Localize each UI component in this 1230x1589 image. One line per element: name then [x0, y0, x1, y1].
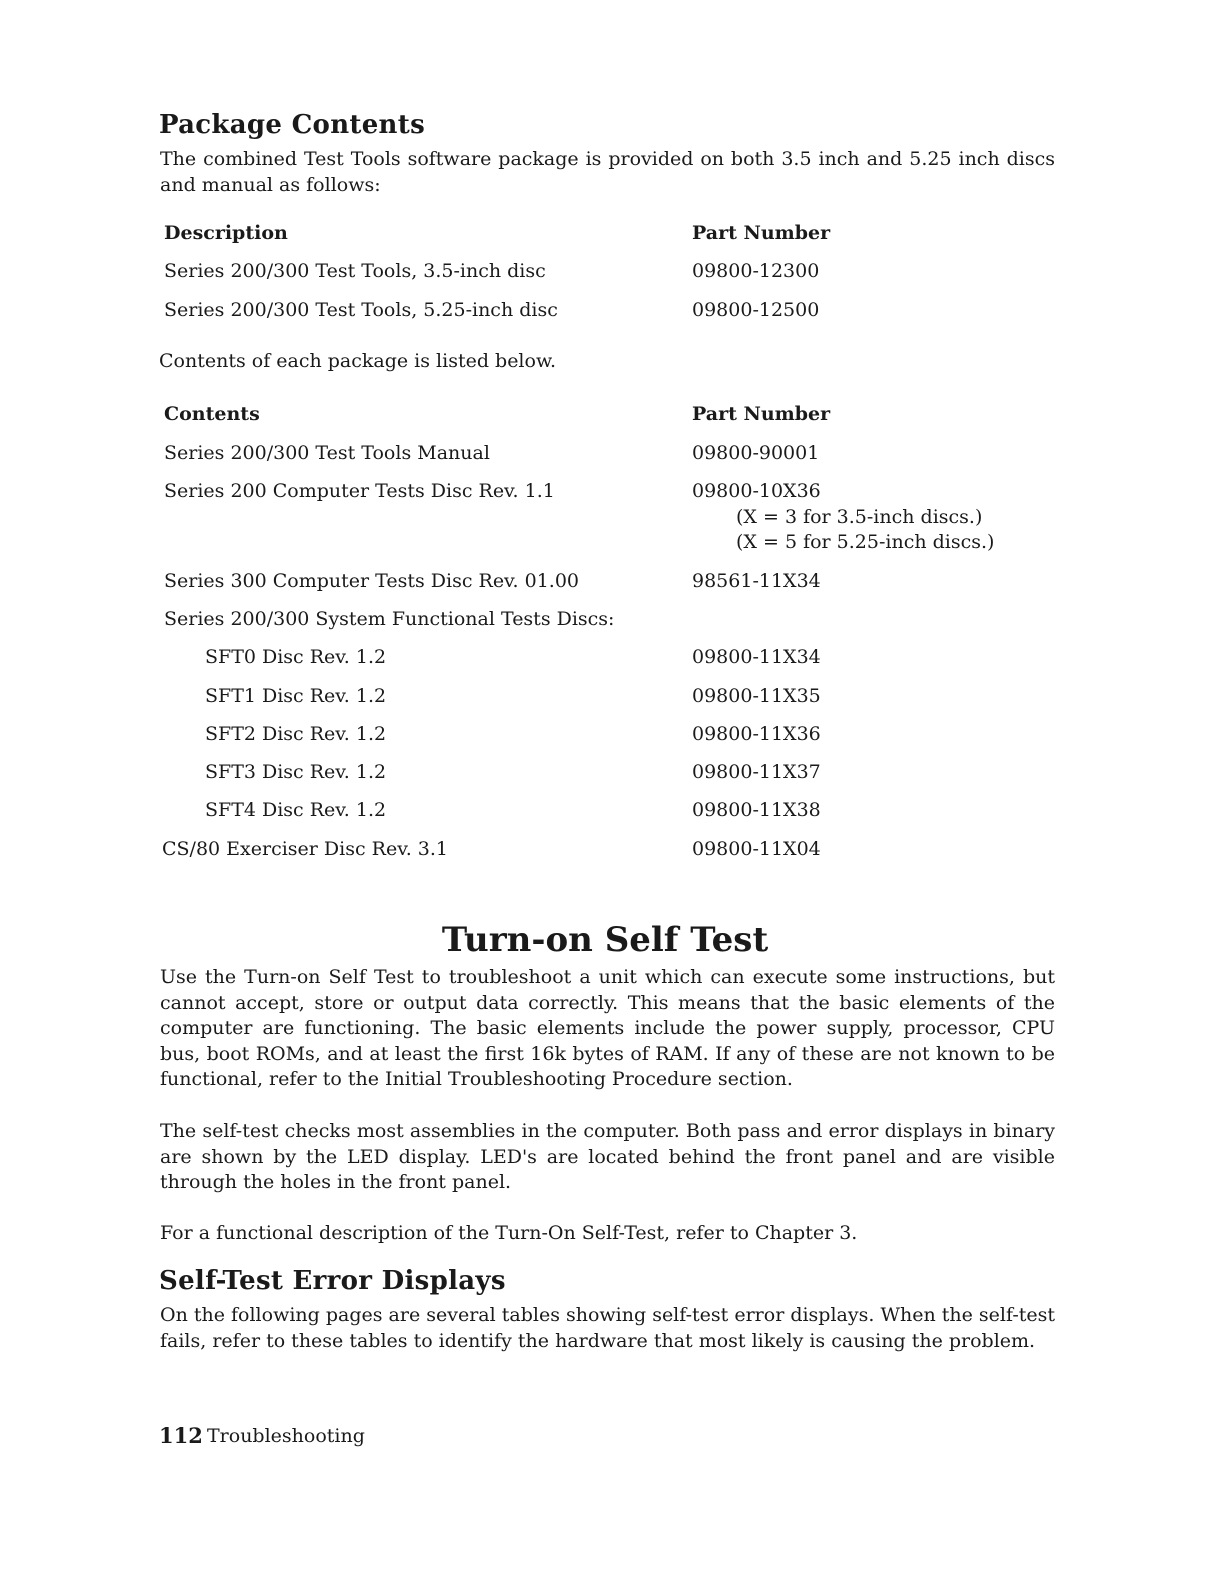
- package-contents-heading: Package Contents: [159, 110, 426, 140]
- table2-row-part: 98561-11X34: [692, 570, 821, 592]
- table2-row-part: 09800-11X35: [692, 685, 821, 707]
- table1-col-part-number: Part Number: [692, 222, 831, 244]
- table2-row-desc: SFT0 Disc Rev. 1.2: [205, 646, 387, 668]
- turn-on-self-test-heading: Turn-on Self Test: [441, 920, 769, 960]
- self-test-error-displays-heading: Self-Test Error Displays: [159, 1266, 506, 1296]
- table2-col-contents: Contents: [164, 403, 260, 425]
- table1-row-part: 09800-12300: [692, 260, 820, 282]
- table2-row-part: 09800-11X04: [692, 838, 821, 860]
- table2-row-desc: CS/80 Exerciser Disc Rev. 3.1: [162, 838, 448, 860]
- table2-row-part: 09800-11X34: [692, 646, 821, 668]
- table2-row-desc: Series 200/300 System Functional Tests Discs:: [164, 608, 615, 630]
- selftest-paragraph-1: Use the Turn-on Self Test to troubleshoot a unit which can execute some instructions, but cannot accept, store or output data correctly. This means that the basic elements of the computer are functioning. The basic elements include the power supply, processor, CPU bus, boot ROMs, and at least the first 16k bytes of RAM. If any of these are not known to be functional, refer to the Initial Troubleshooting Procedure section.: [160, 966, 1055, 1090]
- package-intro-paragraph: The combined Test Tools software package is provided on both 3.5 inch and 5.25 inch discs and manual as follows:: [160, 148, 1055, 196]
- table2-row-part: 09800-11X36: [692, 723, 821, 745]
- table2-row-part: 09800-90001: [692, 442, 820, 464]
- table2-row-desc: SFT4 Disc Rev. 1.2: [205, 799, 387, 821]
- error-displays-paragraph: On the following pages are several tables showing self-test error displays. When the self-test fails, refer to these tables to identify the hardware that most likely is causing the problem.: [160, 1304, 1055, 1352]
- table2-row-desc: SFT3 Disc Rev. 1.2: [205, 761, 387, 783]
- table1-col-description: Description: [164, 222, 288, 244]
- contents-note: Contents of each package is listed below.: [159, 350, 556, 372]
- table2-row-part: 09800-10X36: [692, 480, 821, 502]
- page-number: 112: [159, 1423, 203, 1448]
- selftest-paragraph-2: The self-test checks most assemblies in the computer. Both pass and error displays in binary are shown by the LED display. LED's are located behind the front panel and are visible through the holes in the front panel.: [160, 1120, 1055, 1193]
- table2-row-desc: SFT2 Disc Rev. 1.2: [205, 723, 387, 745]
- table2-row-note: (X = 5 for 5.25-inch discs.): [736, 531, 995, 553]
- footer-section-title: Troubleshooting: [207, 1425, 365, 1447]
- table1-row-desc: Series 200/300 Test Tools, 3.5-inch disc: [164, 260, 546, 282]
- table2-row-desc: Series 200 Computer Tests Disc Rev. 1.1: [164, 480, 555, 502]
- table1-row-desc: Series 200/300 Test Tools, 5.25-inch disc: [164, 299, 558, 321]
- table1-row-part: 09800-12500: [692, 299, 820, 321]
- table2-col-part-number: Part Number: [692, 403, 831, 425]
- table2-row-part: 09800-11X37: [692, 761, 821, 783]
- selftest-paragraph-3: For a functional description of the Turn-On Self-Test, refer to Chapter 3.: [160, 1222, 858, 1244]
- table2-row-desc: Series 200/300 Test Tools Manual: [164, 442, 490, 464]
- table2-row-desc: SFT1 Disc Rev. 1.2: [205, 685, 387, 707]
- table2-row-desc: Series 300 Computer Tests Disc Rev. 01.00: [164, 570, 580, 592]
- table2-row-part: 09800-11X38: [692, 799, 821, 821]
- table2-row-note: (X = 3 for 3.5-inch discs.): [736, 506, 983, 528]
